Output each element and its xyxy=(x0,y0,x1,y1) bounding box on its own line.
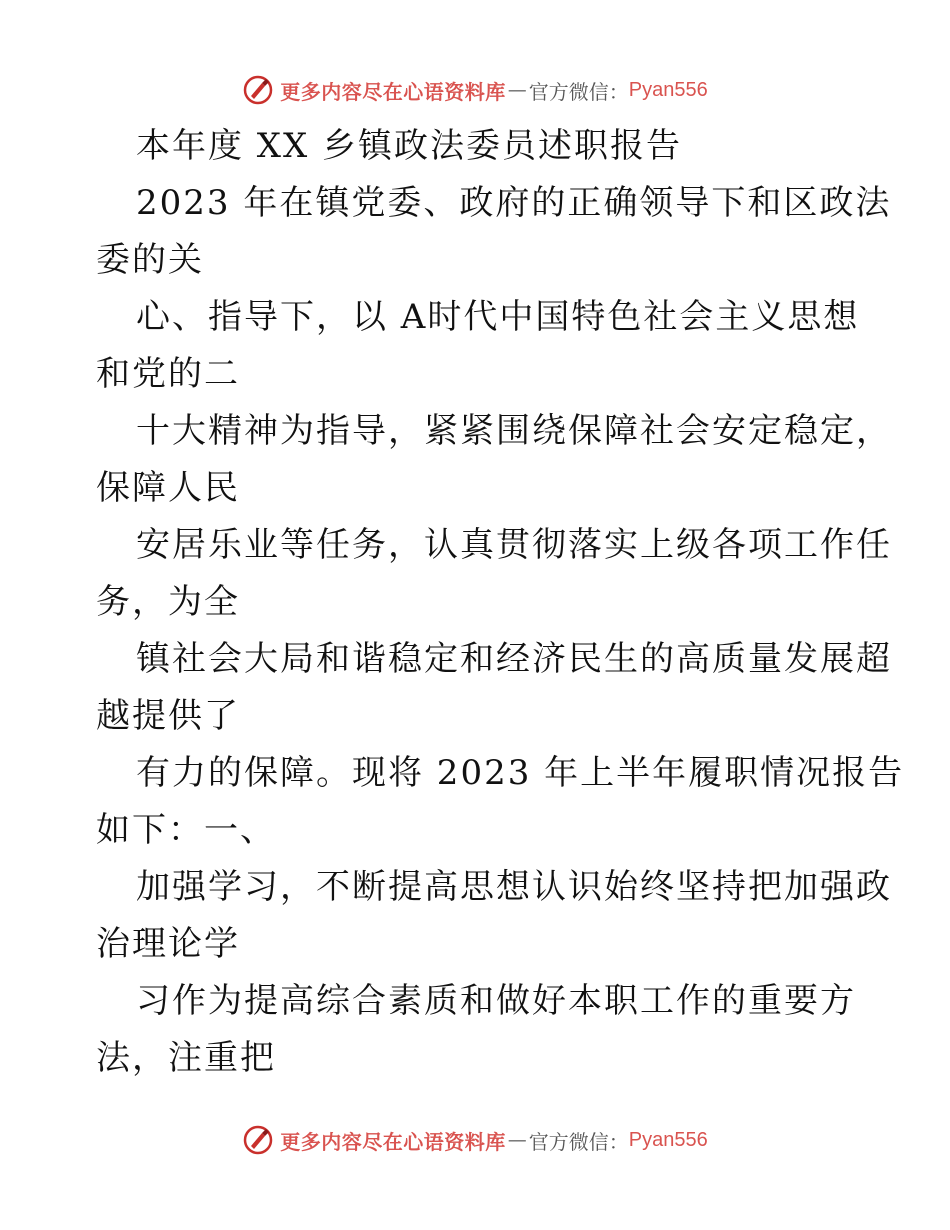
banner-wechat-id: Pyan556 xyxy=(628,1128,708,1151)
banner-promo-text: 更多内容尽在心语资料库 xyxy=(280,79,506,104)
paragraph-line: 治理论学 xyxy=(96,924,240,964)
paragraph-line: 和党的二 xyxy=(96,354,240,394)
brand-logo-icon xyxy=(242,74,274,106)
brand-logo-icon xyxy=(242,1124,274,1156)
document-body xyxy=(96,118,905,1087)
paragraph-line: 十大精神为指导，紧紧围绕保障社会安定稳定， xyxy=(136,411,892,451)
header-watermark-banner xyxy=(0,70,950,110)
paragraph-line: 镇社会大局和谐稳定和经济民生的高质量发展超 xyxy=(136,639,892,679)
paragraph-line: 加强学习，不断提高思想认识始终坚持把加强政 xyxy=(136,867,892,907)
paragraph-line: 如下：一、 xyxy=(96,810,276,850)
paragraph-line: 保障人民 xyxy=(96,468,240,508)
footer-watermark-banner xyxy=(0,1120,950,1160)
banner-wechat-label: 官方微信： xyxy=(528,79,629,104)
banner-wechat-label: 官方微信： xyxy=(528,1129,629,1154)
banner-promo-text: 更多内容尽在心语资料库 xyxy=(280,1129,506,1154)
paragraph-line: 委的关 xyxy=(96,240,204,280)
paragraph-line: 越提供了 xyxy=(96,696,240,736)
paragraph-line: 2023 年在镇党委、政府的正确领导下和区政法 xyxy=(136,183,892,223)
paragraph-line: 务，为全 xyxy=(96,582,240,622)
paragraph-line: 法，注重把 xyxy=(96,1038,276,1078)
paragraph-line: 心、指导下，以 A时代中国特色社会主义思想 xyxy=(136,297,860,337)
banner-dash: — xyxy=(507,1129,527,1151)
banner-dash: — xyxy=(507,79,527,101)
paragraph-line: 安居乐业等任务，认真贯彻落实上级各项工作任 xyxy=(136,525,892,565)
banner-wechat-id: Pyan556 xyxy=(628,78,708,101)
document-title: 本年度 XX 乡镇政法委员述职报告 xyxy=(136,126,683,166)
paragraph-line: 习作为提高综合素质和做好本职工作的重要方 xyxy=(136,981,856,1021)
paragraph-line: 有力的保障。现将 2023 年上半年履职情况报告 xyxy=(136,753,905,793)
